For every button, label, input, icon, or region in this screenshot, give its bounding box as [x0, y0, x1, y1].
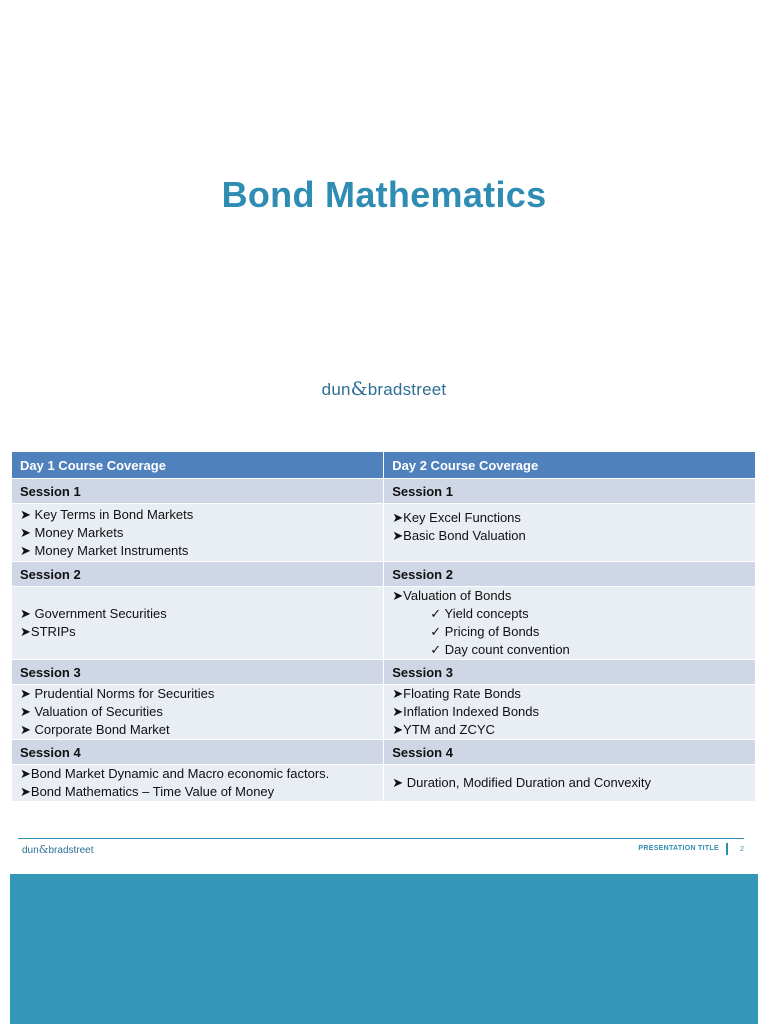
header-day1: Day 1 Course Coverage: [12, 452, 384, 479]
day2-topics: [384, 685, 756, 740]
logo-ampersand: &: [350, 378, 368, 400]
list-item: ➤Inflation Indexed Bonds: [392, 704, 540, 719]
list-subitem: ✓ Pricing of Bonds: [430, 624, 540, 639]
table-header-row: [12, 452, 756, 479]
footer-divider: [18, 838, 744, 839]
footer-presentation-title: PRESENTATION TITLE: [638, 845, 719, 852]
session-label: Session 2: [384, 562, 756, 587]
day1-topics: [12, 765, 384, 802]
list-item: ➤ Duration, Modified Duration and Convexity: [392, 775, 651, 790]
session-label: Session 4: [12, 740, 384, 765]
session-label: Session 4: [384, 740, 756, 765]
list-item: ➤YTM and ZCYC: [392, 722, 495, 737]
footer-logo: [22, 843, 94, 856]
list-item: ➤Bond Mathematics – Time Value of Money: [20, 784, 275, 799]
list-item: ➤ Government Securities: [20, 606, 167, 621]
session-label: Session 2: [12, 562, 384, 587]
table-row: [12, 685, 756, 740]
page-number: 2: [740, 846, 744, 853]
session-row: [12, 562, 756, 587]
list-subitem: ✓ Yield concepts: [430, 606, 529, 621]
table-row: [12, 504, 756, 562]
day2-topics: [384, 587, 756, 660]
list-item: ➤ Money Market Instruments: [20, 542, 189, 558]
logo-ampersand: &: [38, 843, 49, 856]
list-item: ➤Key Excel Functions: [392, 510, 521, 525]
day2-topics: [384, 504, 756, 562]
session-row: [12, 660, 756, 685]
session-row: [12, 740, 756, 765]
session-label: Session 1: [384, 479, 756, 504]
company-logo: [0, 378, 768, 400]
list-item: ➤Basic Bond Valuation: [392, 528, 526, 543]
list-item: ➤Bond Market Dynamic and Macro economic factors.: [20, 766, 330, 781]
list-item: ➤Floating Rate Bonds: [392, 686, 521, 701]
list-item: ➤STRIPs: [20, 624, 76, 639]
list-subitem: ✓ Day count convention: [430, 642, 570, 657]
logo-text-right: bradstreet: [48, 845, 94, 856]
session-row: [12, 479, 756, 504]
list-item: ➤ Valuation of Securities: [20, 704, 163, 719]
session-label: Session 3: [12, 660, 384, 685]
list-item: ➤ Key Terms in Bond Markets: [20, 506, 194, 522]
logo-text-left: dun: [321, 380, 351, 399]
table-row: [12, 765, 756, 802]
session-label: Session 3: [384, 660, 756, 685]
bottom-color-band: [10, 874, 758, 1024]
logo-text-left: dun: [22, 845, 39, 856]
day1-topics: [12, 587, 384, 660]
session-label: Session 1: [12, 479, 384, 504]
table-row: [12, 587, 756, 660]
day1-topics: [12, 685, 384, 740]
day1-topics: [12, 504, 384, 562]
list-item: ➤Valuation of Bonds: [392, 588, 512, 603]
list-item: ➤ Corporate Bond Market: [20, 722, 170, 737]
list-item: ➤ Prudential Norms for Securities: [20, 686, 215, 701]
header-day2: Day 2 Course Coverage: [384, 452, 756, 479]
slide-title: Bond Mathematics: [221, 174, 547, 215]
course-coverage-table: [12, 452, 756, 802]
logo-text-right: bradstreet: [367, 380, 447, 399]
day2-topics: [384, 765, 756, 802]
list-item: ➤ Money Markets: [20, 524, 124, 540]
footer-separator: [726, 843, 728, 855]
